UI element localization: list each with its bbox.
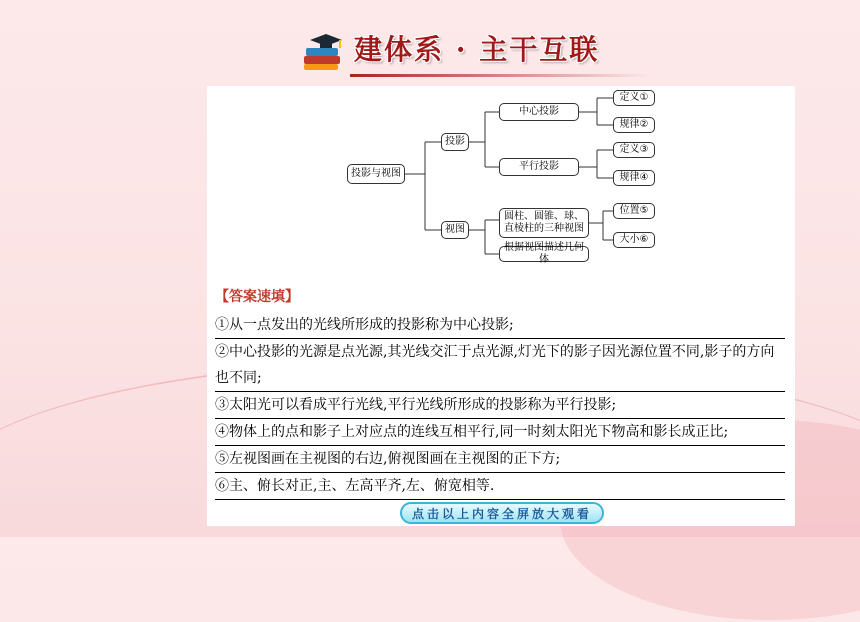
mindmap-root: 投影与视图 (347, 164, 405, 184)
mindmap-size-6: 大小⑥ (613, 232, 655, 248)
mindmap-projection: 投影 (441, 133, 469, 151)
mindmap-central-projection: 中心投影 (499, 103, 579, 121)
answer-3: ③太阳光可以看成平行光线,平行光线所形成的投影称为平行投影; (215, 392, 785, 419)
answer-title: 【答案速填】 (215, 289, 299, 305)
content-panel (207, 86, 795, 526)
title-underline (350, 74, 650, 77)
page-title: 建体系 · 主干互联 (354, 33, 600, 66)
answer-5: ⑤左视图画在主视图的右边,俯视图画在主视图的正下方; (215, 446, 785, 473)
mindmap-describe-solid: 根据视图描述几何体 (499, 246, 589, 262)
mindmap-three-views: 圆柱、圆锥、球、直棱柱的三种视图 (499, 208, 589, 238)
mindmap-definition-3: 定义③ (613, 142, 655, 158)
fullscreen-button[interactable]: 点击以上内容全屏放大观看 (400, 502, 604, 524)
mindmap-position-5: 位置⑤ (613, 203, 655, 219)
mindmap-view: 视图 (441, 221, 469, 239)
books-graduation-cap-icon (300, 28, 346, 72)
mindmap-definition-1: 定义① (613, 90, 655, 106)
mindmap-rule-4: 规律④ (613, 170, 655, 186)
answer-section (215, 286, 785, 500)
answer-2: ②中心投影的光源是点光源,其光线交汇于点光源,灯光下的影子因光源位置不同,影子的方向也不同; (215, 339, 785, 392)
mindmap-rule-2: 规律② (613, 117, 655, 133)
answer-4: ④物体上的点和影子上对应点的连线互相平行,同一时刻太阳光下物高和影长成正比; (215, 419, 785, 446)
section-header (300, 18, 640, 68)
mindmap-parallel-projection: 平行投影 (499, 158, 579, 176)
answer-1: ①从一点发出的光线所形成的投影称为中心投影; (215, 312, 785, 339)
answer-6: ⑥主、俯长对正,主、左高平齐,左、俯宽相等. (215, 473, 785, 500)
